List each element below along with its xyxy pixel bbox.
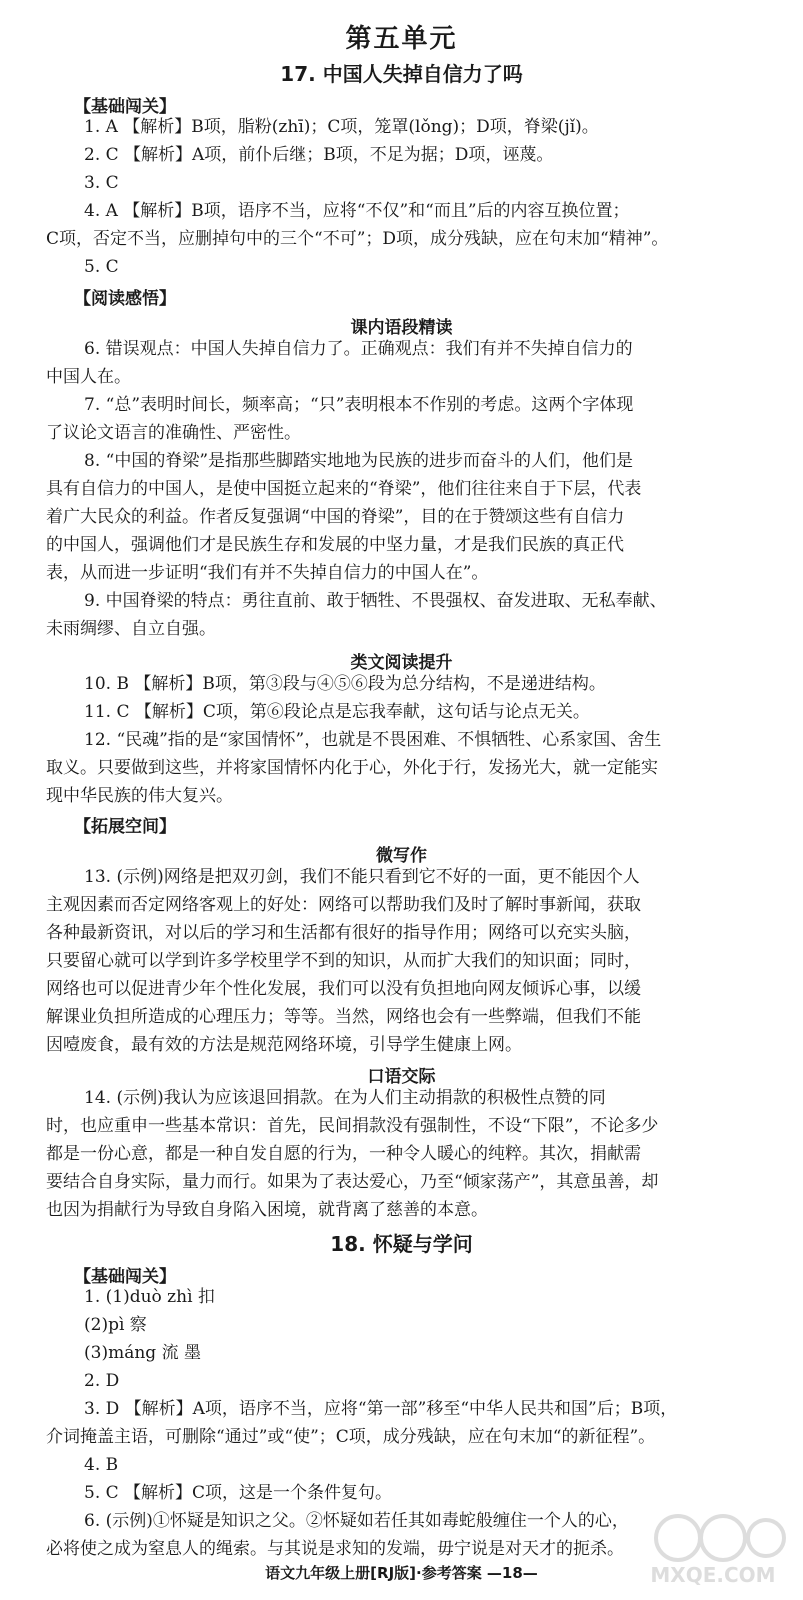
page-footer: 语文九年级上册[RJ版]·参考答案 —18—	[265, 1564, 538, 1582]
answer-line: 7. “总”表明时间长，频率高；“只”表明根本不作别的考虑。这两个字体现	[84, 395, 634, 415]
unit-title: 第五单元	[345, 24, 458, 54]
answer-line: 9. 中国脊梁的特点：勇往直前、敢于牺牲、不畏强权、奋发进取、无私奉献、	[84, 591, 667, 611]
answer-line: 介词掩盖主语，可删除“通过”或“使”；C项，成分残缺，应在句末加“的新征程”。	[46, 1427, 656, 1447]
answer-line: 都是一份心意，都是一种自发自愿的行为，一种令人暖心的纯粹。其次，捐献需	[46, 1144, 641, 1164]
subhead-micro-writing: 微写作	[376, 846, 427, 866]
answer-line: 6. 错误观点：中国人失掉自信力了。正确观点：我们有并不失掉自信力的	[84, 339, 633, 359]
answer-line: 3. C	[84, 173, 119, 193]
answer-line: 12. “民魂”指的是“家国情怀”，也就是不畏困难、不惧牺牲、心系家国、舍生	[84, 730, 662, 750]
answer-line: 2. C 【解析】A项，前仆后继；B项，不足为据；D项，诬蔑。	[84, 145, 554, 165]
answer-line: 必将使之成为窒息人的绳索。与其说是求知的发端，毋宁说是对天才的扼杀。	[46, 1539, 624, 1559]
answer-line: 只要留心就可以学到许多学校里学不到的知识，从而扩大我们的知识面；同时，	[46, 951, 641, 971]
section-basic-2: 【基础闯关】	[74, 1267, 176, 1287]
answer-line: 网络也可以促进青少年个性化发展，我们可以没有负担地向网友倾诉心事，以缓	[46, 979, 641, 999]
answer-line: 10. B 【解析】B项，第③段与④⑤⑥段为总分结构，不是递进结构。	[84, 674, 606, 694]
answer-line: 具有自信力的中国人，是使中国挺立起来的“脊梁”，他们往往来自于下层，代表	[46, 479, 642, 499]
answer-line: 4. B	[84, 1455, 119, 1475]
answer-line: 中国人在。	[46, 367, 131, 387]
subhead-oral: 口语交际	[367, 1067, 436, 1087]
section-basic: 【基础闯关】	[74, 97, 176, 117]
answer-line: 时，也应重申一些基本常识：首先，民间捐款没有强制性，不设“下限”，不论多少	[46, 1116, 659, 1136]
answer-line: 着广大民众的利益。作者反复强调“中国的脊梁”，目的在于赞颂这些有自信力	[46, 507, 625, 527]
answer-line: 了议论文语言的准确性、严密性。	[46, 423, 301, 443]
answer-line: 5. C 【解析】C项，这是一个条件复句。	[84, 1483, 393, 1503]
lesson-18-title: 18. 怀疑与学问	[330, 1232, 473, 1256]
answer-line: 2. D	[84, 1371, 120, 1391]
subhead-in-class: 课内语段精读	[350, 318, 453, 338]
subhead-similar: 类文阅读提升	[350, 653, 453, 673]
lesson-17-title: 17. 中国人失掉自信力了吗	[280, 62, 523, 86]
answer-line: C项，否定不当，应删掉句中的三个“不可”；D项，成分残缺，应在句末加“精神”。	[46, 229, 669, 249]
answer-line: 现中华民族的伟大复兴。	[46, 786, 233, 806]
answer-line: 3. D 【解析】A项，语序不当，应将“第一部”移至“中华人民共和国”后；B项，	[84, 1399, 678, 1419]
answer-line: 的中国人，强调他们才是民族生存和发展的中坚力量，才是我们民族的真正代	[46, 535, 624, 555]
answer-line: 14. (示例)我认为应该退回捐款。在为人们主动捐款的积极性点赞的同	[84, 1088, 606, 1108]
answer-line: 解课业负担所造成的心理压力；等等。当然，网络也会有一些弊端，但我们不能	[46, 1007, 641, 1027]
answer-line: 取义。只要做到这些，并将家国情怀内化于心，外化于行，发扬光大，就一定能实	[46, 758, 658, 778]
answer-line: 表，从而进一步证明“我们有并不失掉自信力的中国人在”。	[46, 563, 489, 583]
answer-line: 各种最新资讯，对以后的学习和生活都有很好的指导作用；网络可以充实头脑，	[46, 923, 641, 943]
section-extend: 【拓展空间】	[74, 817, 176, 837]
answer-line: 6. (示例)①怀疑是知识之父。②怀疑如若任其如毒蛇般缠住一个人的心，	[84, 1511, 629, 1531]
answer-line: 4. A 【解析】B项，语序不当，应将“不仅”和“而且”后的内容互换位置；	[84, 201, 630, 221]
answer-line: 13. (示例)网络是把双刃剑，我们不能只看到它不好的一面，更不能因个人	[84, 867, 640, 887]
answer-line: 未雨绸缪、自立自强。	[46, 619, 216, 639]
answer-line: 1. A 【解析】B项，脂粉(zhī)；C项，笼罩(lǒng)；D项，脊梁(jǐ)。	[84, 117, 599, 137]
answer-line: (2)pì 察	[84, 1315, 147, 1335]
answer-line: (3)máng 流 墨	[84, 1343, 201, 1363]
answer-line: 要结合自身实际，量力而行。如果为了表达爱心，乃至“倾家荡产”，其意虽善，却	[46, 1172, 659, 1192]
answer-line: 也因为捐献行为导致自身陷入困境，就背离了慈善的本意。	[46, 1200, 488, 1220]
answer-line: 11. C 【解析】C项，第⑥段论点是忘我奉献，这句话与论点无关。	[84, 702, 590, 722]
watermark-text: MXQE.COM	[650, 1563, 776, 1587]
answer-line: 5. C	[84, 257, 119, 277]
answer-line: 因噎废食，最有效的方法是规范网络环境，引导学生健康上网。	[46, 1035, 522, 1055]
answer-line: 主观因素而否定网络客观上的好处：网络可以帮助我们及时了解时事新闻，获取	[46, 895, 641, 915]
answer-line: 8. “中国的脊梁”是指那些脚踏实地地为民族的进步而奋斗的人们，他们是	[84, 451, 634, 471]
section-reading: 【阅读感悟】	[74, 289, 176, 309]
answer-line: 1. (1)duò zhì 扣	[84, 1287, 215, 1307]
